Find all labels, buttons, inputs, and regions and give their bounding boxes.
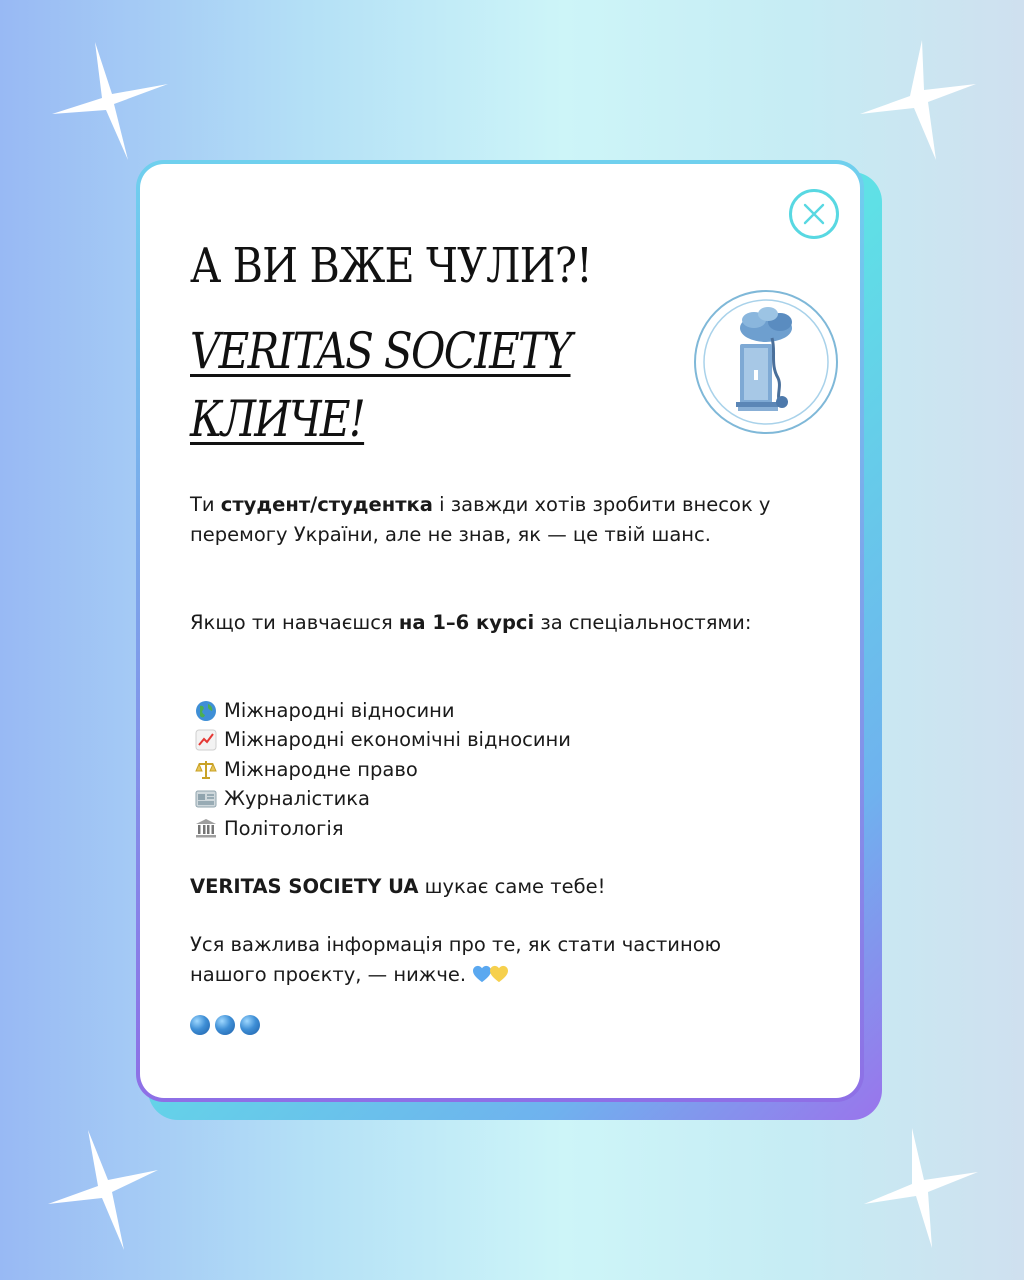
- veritas-logo: [694, 290, 838, 434]
- list-item: Міжнародні відносини: [194, 696, 571, 725]
- chart-icon: [194, 728, 218, 752]
- sparkle-icon: [48, 1130, 168, 1250]
- dot-icon: [190, 1015, 210, 1035]
- sparkle-icon: [50, 42, 170, 162]
- list-item: Міжнародне право: [194, 755, 571, 784]
- subtitle-line-2: КЛИЧЕ!: [190, 390, 365, 448]
- intro-paragraph: Ти студент/студентка і завжди хотів зробити внесок у перемогу України, але не знав, як — це твій шанс.: [190, 493, 771, 546]
- sparkle-icon: [858, 40, 978, 160]
- tree-book-icon: [696, 292, 836, 432]
- list-item: Політологія: [194, 814, 571, 843]
- classical-building-icon: [194, 816, 218, 840]
- close-button[interactable]: [789, 189, 839, 239]
- more-dots-icon: [190, 1015, 260, 1035]
- newspaper-icon: [194, 787, 218, 811]
- search-paragraph: VERITAS SOCIETY UA шукає саме тебе!: [190, 875, 606, 898]
- closing-paragraph: Уся важлива інформація про те, як стати частиною нашого проєкту, — нижче.: [190, 933, 722, 986]
- specialties-list: [194, 696, 571, 843]
- list-item: Журналістика: [194, 784, 571, 813]
- list-item: Міжнародні економічні відносини: [194, 725, 571, 754]
- scales-icon: [194, 758, 218, 782]
- dot-icon: [240, 1015, 260, 1035]
- subtitle-line-1: VERITAS SOCIETY: [190, 322, 571, 380]
- courses-paragraph: Якщо ти навчаєшся на 1–6 курсі за спеціальностями:: [190, 611, 752, 634]
- sparkle-icon: [862, 1128, 982, 1248]
- yellow-heart-icon: [489, 965, 509, 983]
- globe-icon: [194, 699, 218, 723]
- dot-icon: [215, 1015, 235, 1035]
- close-icon: [802, 202, 826, 226]
- page-title: А ВИ ВЖЕ ЧУЛИ?!: [190, 238, 592, 294]
